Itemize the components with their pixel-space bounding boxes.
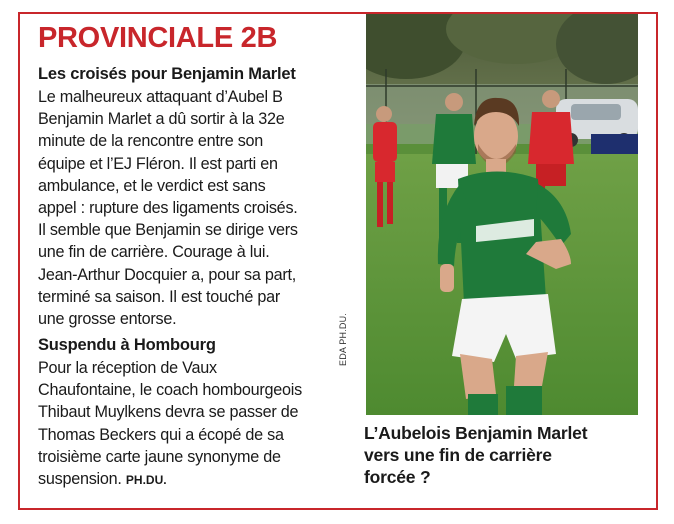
body-line: Benjamin Marlet a dû sortir à la 32e	[38, 110, 285, 129]
body-line: Pour la réception de Vaux	[38, 359, 217, 377]
article2-body	[38, 357, 302, 491]
caption-line: vers une fin de carrière	[364, 445, 552, 465]
body-line: équipe et l’EJ Fléron. Il est parti en	[38, 154, 278, 173]
body-line: Thomas Beckers qui a écopé de sa	[38, 425, 284, 444]
caption-line: forcée ?	[364, 467, 431, 487]
section-title: PROVINCIALE 2B	[38, 22, 278, 54]
caption-line: L’Aubelois Benjamin Marlet	[364, 423, 588, 443]
photo-caption	[364, 422, 587, 488]
body-line: minute de la rencontre entre son	[38, 132, 264, 151]
body-line: Il semble que Benjamin se dirige vers	[38, 221, 298, 240]
author-signature: PH.DU.	[125, 473, 167, 488]
photo-credit: EDA PH.DU.	[338, 312, 348, 366]
article1-headline: Les croisés pour Benjamin Marlet	[38, 65, 296, 83]
body-line: Thibaut Muylkens devra se passer de	[38, 403, 299, 422]
body-line: Le malheureux attaquant d’Aubel B	[38, 88, 283, 106]
body-line: appel : rupture des ligaments croisés.	[38, 199, 298, 218]
body-line: troisième carte jaune synonyme de	[38, 447, 281, 466]
article1-body	[38, 86, 298, 330]
match-photo-illustration	[366, 14, 638, 415]
body-line: ambulance, et le verdict est sans	[38, 176, 266, 195]
article2-headline: Suspendu à Hombourg	[38, 336, 216, 354]
body-line: terminé sa saison. Il est touché par	[38, 287, 281, 306]
body-line	[38, 468, 302, 491]
body-line: une fin de carrière. Courage à lui.	[38, 243, 270, 262]
match-photo	[366, 14, 638, 415]
body-line-text: suspension.	[38, 470, 122, 489]
body-line: une grosse entorse.	[38, 310, 177, 329]
body-line: Jean-Arthur Docquier a, pour sa part,	[38, 265, 296, 284]
body-line: Chaufontaine, le coach hombourgeois	[38, 381, 302, 400]
